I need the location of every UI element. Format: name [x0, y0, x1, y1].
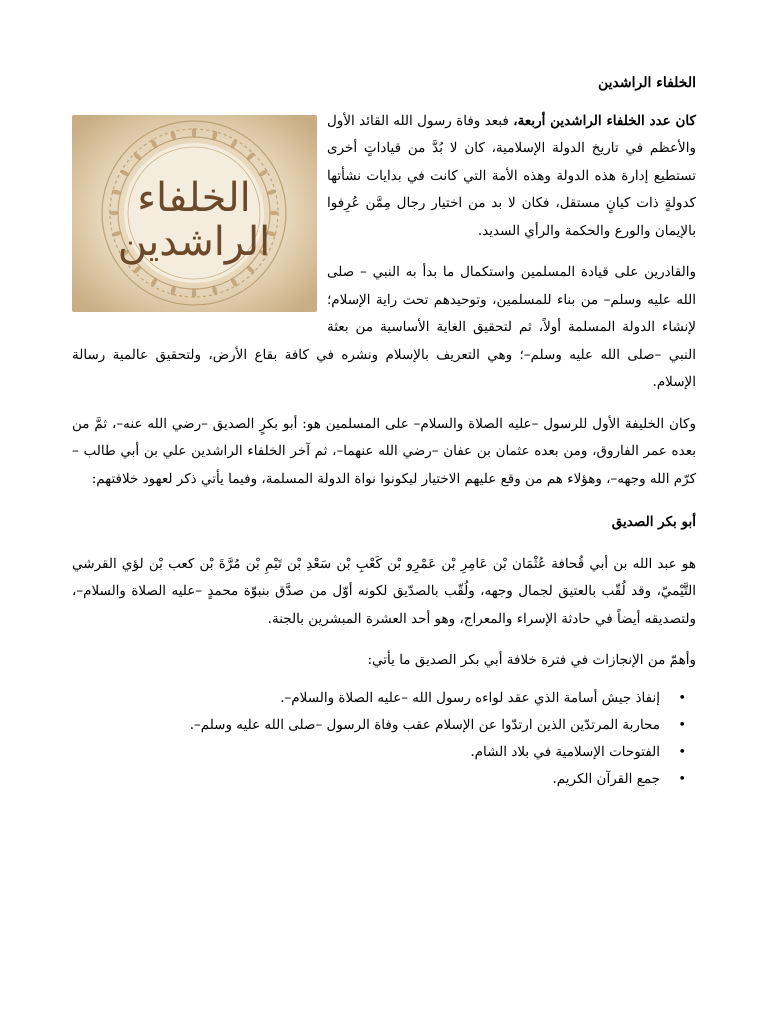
- emblem-ornament-petal: [109, 210, 119, 214]
- paragraph-2: وكان الخليفة الأول للرسول –عليه الصلاة والسلام– على المسلمين هو: أبو بكرٍ الصديق –رضي الله عنه–، ثمَّ من بعده عمر الفاروق، ومن بعده عثمان بن عفان –رضي الله عنهما–، ثم آخر الخلفاء الراشدين علي بن أبي طالب –كرّم الله وجهه–، وهؤلاء هم من وقع عليهم الاختيار ليكونوا نواة الدولة المسلمة، وفيما يأتي ذكر لعهود خلافتهم:: [72, 415, 696, 487]
- intro-lead: كان عدد الخلفاء الراشدين أربعة،: [513, 112, 696, 129]
- abu-bakr-bio: هو عبد الله بن أبي قُحافة عُثْمَان بْن عَامِرِ بْن عَمْرِو بْن كَعْبِ بْن سَعْدِ بْن تَيْمِ بْن مُرَّةَ بْن كعب بْن لؤي القرشي التَّيْميّ، وقد لُقّب بالعتيق لجمال وجهه، ولُقّب بالصدّيق لكونه أوّل من صدَّق بنبوّة محمدٍ –عليه الصلاة والسلام–، ولتصديقه أيضاً في حادثة الإسراء والمعراج، وهو أحد العشرة المبشرين بالجنة.: [72, 555, 696, 627]
- list-item: • جمع القرآن الكريم.: [72, 766, 660, 793]
- document-title: الخلفاء الراشدين: [597, 75, 696, 91]
- section-heading-abu-bakr: أبو بكر الصديق: [611, 514, 696, 530]
- emblem-text-line1: الخلفاء: [137, 174, 251, 221]
- achievements-intro: وأهمّ من الإنجازات في فترة خلافة أبي بكر الصديق ما يأتي:: [367, 652, 696, 668]
- paragraph-1: والقادرين على قيادة المسلمين واستكمال ما بدأ به النبي – صلى الله عليه وسلم– من بناء للمسلمين، وتوحيدهم تحت راية الإسلام؛ لإنشاء الدولة المسلمة أولاً، ثم لتحقيق الغاية الأساسية من بعثة النبي –صلى الله عليه وسلم–؛ وهي التعريف بالإسلام ونشره في كافة بقاع الأرض، ولتحقيق عالمية رسالة الإسلام.: [72, 264, 696, 390]
- list-item: • الفتوحات الإسلامية في بلاد الشام.: [72, 739, 660, 766]
- list-item: • محاربة المرتدّين الذين ارتدّوا عن الإسلام عقب وفاة الرسول –صلى الله عليه وسلم–.: [72, 712, 660, 739]
- achievements-list: [72, 685, 696, 793]
- emblem-text-line2: الراشدين: [117, 218, 271, 265]
- emblem-ornament-petal: [269, 210, 279, 214]
- emblem-ornament-petal: [192, 288, 196, 298]
- intro-body: فبعد وفاة رسول الله القائد الأول والأعظم في تاريخ الدولة الإسلامية، كان لا بُدَّ من قياداتٍ أخرى تستطيع إدارة هذه الدولة وهذه الأمة التي كانت في بدايات نشأتها كدولةٍ ذات كيانٍ مستقل، فكان لا بد من اختيار رجال مِمَّن عُرِفوا بالإيمان والورع والحكمة والرأي السديد.: [327, 112, 696, 239]
- list-item: • إنفاذ جيش أسامة الذي عقد لواءه رسول الله –عليه الصلاة والسلام–.: [72, 685, 660, 712]
- emblem-ornament-petal: [192, 128, 196, 138]
- document-body: [72, 70, 696, 793]
- khulafa-emblem-image: [72, 115, 317, 312]
